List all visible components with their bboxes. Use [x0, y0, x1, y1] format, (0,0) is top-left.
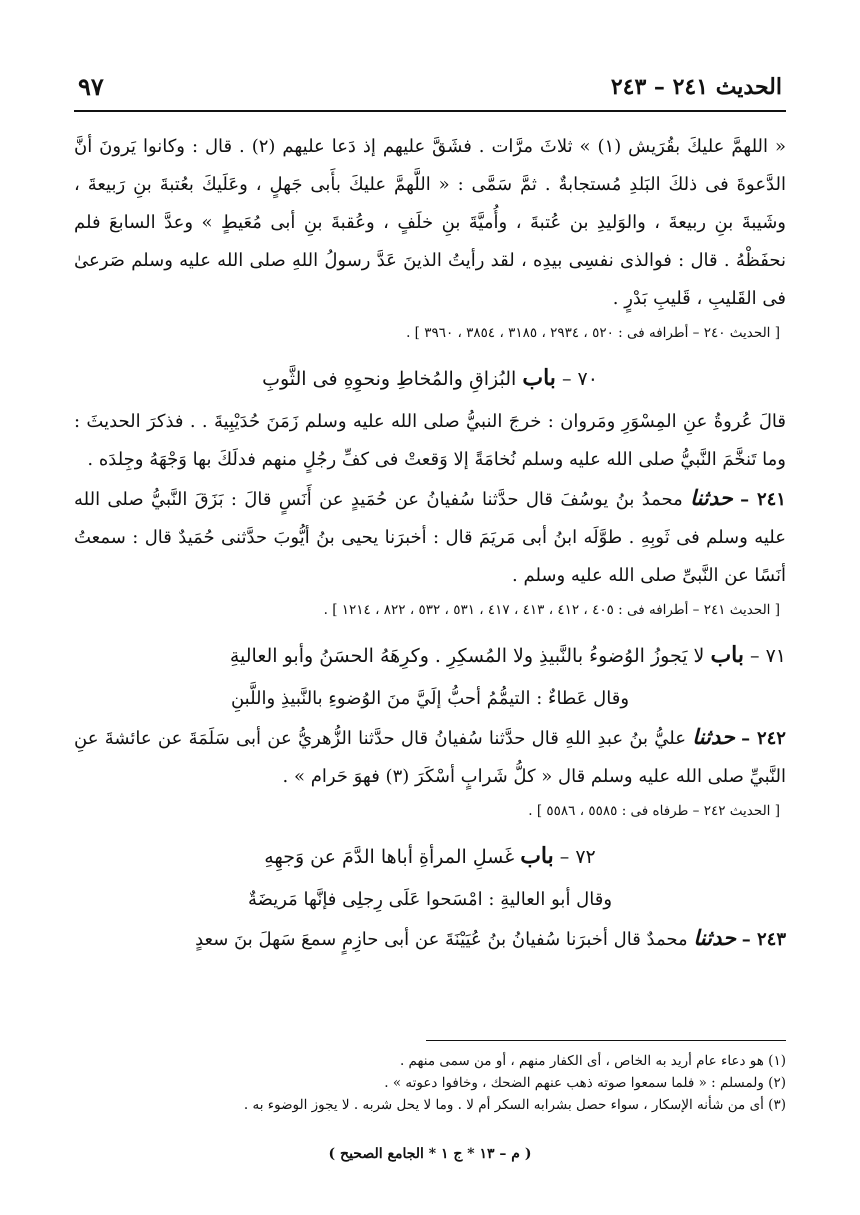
hadith-242	[74, 718, 786, 796]
hadith-242-reference: [ الحديث ٢٤٢ – طرفاه فى : ٥٥٨٥ ، ٥٥٨٦ ] .	[528, 803, 780, 819]
chapter-70-heading	[74, 356, 786, 401]
chapter-title: غَسلِ المرأةِ أباها الدَّمَ عن وَجهِهِ	[264, 846, 515, 868]
footnotes	[74, 1050, 786, 1116]
chapter-71-text: وقال عَطاءٌ : التيمُّمُ أحبُّ إلَيَّ منَ الوُضوءِ بالنَّبيذِ واللَّبنِ	[230, 688, 630, 709]
hadith-text: عليُّ بنُ عبدِ اللهِ قال حدَّثنا سُفيانُ قال حدَّثنا الزُّهريُّ عن أبى سَلَمَةَ عن عائشةَ عنِ النَّبيِّ صلى الله عليه وسلم قال « كلُّ شَرابٍ أسْكَرَ (٣) فهوَ حَرام » .	[74, 728, 786, 787]
hadith-text: محمدُ بنُ يوسُفَ قال حدَّثنا سُفيانُ عن حُمَيدٍ عن أَنَسٍ قالَ : بَزَقَ النَّبيُّ صلى الله عليه وسلم فى ثَوبِهِ . طوَّلَه ابنُ أبى مَريَمَ قال : أخبرَنا يحيى بنُ أيُّوبَ حدَّثنى حُمَيدٌ قال : سمعتُ أنَسًا عن النَّبىِّ صلى الله عليه وسلم .	[74, 489, 786, 586]
hadith-number: ٢٤٢ –	[741, 728, 786, 749]
chapter-label: باب	[710, 642, 744, 668]
haddathana-glyph: حدثنا	[690, 485, 733, 510]
chapter-number: ٧٠ –	[561, 368, 598, 390]
footnote-divider	[426, 1040, 786, 1041]
chapter-71-heading	[74, 633, 786, 678]
page-body	[74, 128, 786, 959]
haddathana-glyph: حدثنا	[692, 724, 735, 749]
page-header	[74, 70, 786, 112]
hadith-240-continuation: « اللهمَّ عليكَ بقُرَيش (١) » ثلاثَ مرَّات . فشَقَّ عليهم إذ دَعا عليهم (٢) . قال : وكانوا يَرونَ أنَّ الدَّعوةَ فى ذلكَ البَلدِ مُستجابةٌ . ثمَّ سَمَّى : « اللَّهمَّ عليكَ بأَبى جَهلٍ ، وعَلَيكَ بعُتبةَ بنِ رَبيعةَ ، وشَيبةَ بنِ ربيعةَ ، والوَليدِ بن عُتبةَ ، وأُميَّةَ بنِ خلَفٍ ، وعُقبةَ بنِ أبى مُعَيطٍ » وعدَّ السابعَ فلم نحفَظْهُ . قال : فوالذى نفسِى بيدِه ، لقد رأيتُ الذينَ عَدَّ رسولُ اللهِ صلى الله عليه وسلم صَرعىٰ فى القَليبِ ، قَليبِ بَدْرٍ .	[74, 136, 786, 309]
chapter-72-text: وقال أبو العاليةِ : امْسَحوا عَلَى رِجلِى فإنَّها مَريضَةٌ	[247, 889, 613, 910]
page-number: ٩٧	[78, 72, 104, 101]
chapter-label: باب	[520, 843, 554, 869]
hadith-text: محمدٌ قال أخبرَنا سُفيانُ بنُ عُيَيْنَةَ عن أبى حازِمٍ سمعَ سَهلَ بنَ سعدٍ	[195, 929, 688, 950]
hadith-241-reference: [ الحديث ٢٤١ – أطرافه فى : ٤٠٥ ، ٤١٢ ، ٤١٣ ، ٤١٧ ، ٥٣١ ، ٥٣٢ ، ٨٢٢ ، ١٢١٤ ] .	[323, 602, 780, 618]
hadith-number: ٢٤١ –	[740, 489, 786, 510]
chapter-72-heading	[74, 834, 786, 879]
footnote-1: (١) هو دعاء عام أريد به الخاص ، أى الكفار منهم ، أو من سمى منهم .	[399, 1053, 786, 1069]
running-title: الحديث ٢٤١ – ٢٤٣	[610, 74, 782, 100]
footnote-3: (٣) أى من شأنه الإسكار ، سواء حصل بشرابه السكر أم لا . وما لا يحل شربه . لا يجوز الوضوء به .	[243, 1097, 786, 1113]
printer-signature: ( م – ١٣ * ج ١ * الجامع الصحيح )	[328, 1146, 532, 1162]
chapter-title: لا يَجوزُ الوُضوءُ بالنَّبيذِ ولا المُسكِرِ . وكرِهَهُ الحسَنُ وأبو العاليةِ	[229, 645, 705, 667]
footnote-2: (٢) ولمسلم : « فلما سمعوا صوته ذهب عنهم الضحك ، وخافوا دعوته » .	[384, 1075, 786, 1091]
hadith-243	[74, 919, 786, 959]
hadith-number: ٢٤٣ –	[741, 929, 786, 950]
chapter-number: ٧١ –	[750, 645, 786, 667]
hadith-241	[74, 479, 786, 595]
chapter-70-text: قالَ عُروةُ عنِ المِسْوَرِ ومَروان : خرجَ النبيُّ صلى الله عليه وسلم زَمَنَ حُدَيْبِيةَ . . فذكرَ الحديثَ : وما تَنخَّمَ النَّبيُّ صلى الله عليه وسلم نُخامَةً إلا وَقعتْ فى كفِّ رجُلٍ منهم فدلَكَ بها وَجْهَهُ وجِلدَه .	[74, 411, 786, 470]
haddathana-glyph: حدثنا	[693, 925, 736, 950]
chapter-label: باب	[522, 365, 556, 391]
chapter-number: ٧٢ –	[559, 846, 596, 868]
chapter-title: البُزاقِ والمُخاطِ ونحوِهِ فى الثَّوبِ	[262, 368, 517, 390]
hadith-240-reference: [ الحديث ٢٤٠ – أطرافه فى : ٥٢٠ ، ٢٩٣٤ ، ٣١٨٥ ، ٣٨٥٤ ، ٣٩٦٠ ] .	[406, 325, 780, 341]
